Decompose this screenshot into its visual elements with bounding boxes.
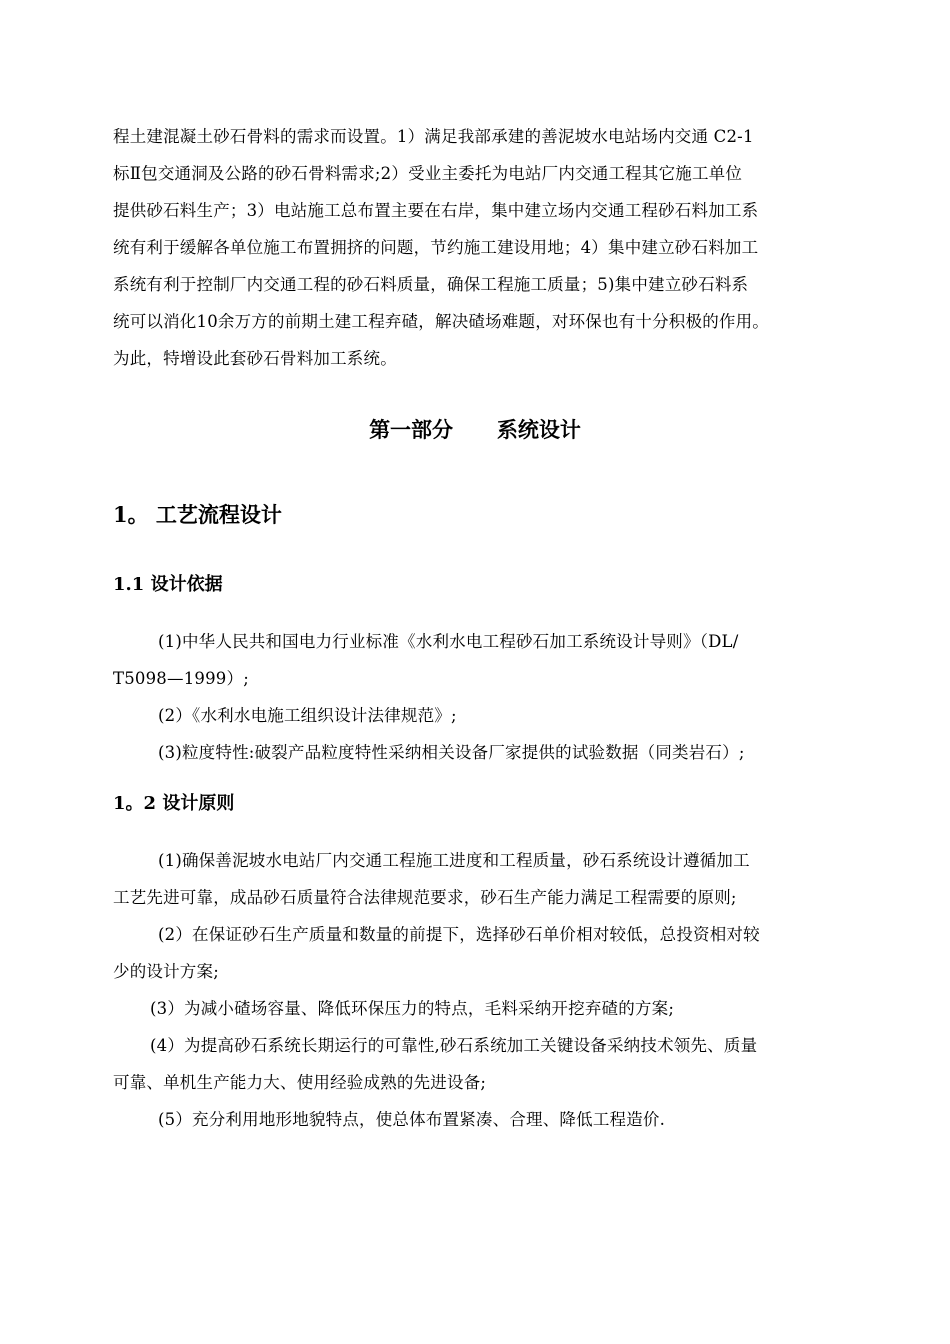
section-1-1-line-1: (1)中华人民共和国电力行业标准《水利水电工程砂石加工系统设计导则》（DL/ — [158, 632, 739, 651]
intro-line-1: 程土建混凝土砂石骨料的需求而设置。1）满足我部承建的善泥坡水电站场内交通 C2-1 — [113, 127, 754, 146]
intro-line-6: 统可以消化10余万方的前期土建工程弃碴，解决碴场难题，对环保也有十分积极的作用。 — [113, 312, 769, 331]
section-1-2-title: 1。2 设计原则 — [113, 793, 235, 814]
intro-line-5: 系统有利于控制厂内交通工程的砂石料质量，确保工程施工质量；5)集中建立砂石料系 — [113, 275, 749, 294]
section-1-1-line-4: (3)粒度特性:破裂产品粒度特性采纳相关设备厂家提供的试验数据（同类岩石）; — [158, 743, 745, 762]
intro-line-3: 提供砂石料生产；3）电站施工总布置主要在右岸，集中建立场内交通工程砂石料加工系 — [113, 201, 759, 220]
intro-line-4: 统有利于缓解各单位施工布置拥挤的问题，节约施工建设用地；4）集中建立砂石料加工 — [113, 238, 759, 257]
section-1-2-line-6: (4）为提高砂石系统长期运行的可靠性,砂石系统加工关键设备采纳技术领先、质量 — [150, 1036, 758, 1055]
intro-line-2: 标Ⅱ包交通洞及公路的砂石骨料需求;2）受业主委托为电站厂内交通工程其它施工单位 — [113, 164, 743, 183]
section-1-2-line-8: (5）充分利用地形地貌特点，使总体布置紧凑、合理、降低工程造价. — [158, 1110, 666, 1129]
section-1-2-line-7: 可靠、单机生产能力大、使用经验成熟的先进设备; — [113, 1073, 487, 1092]
section-1-title: 1。 工艺流程设计 — [113, 502, 282, 527]
intro-line-7: 为此，特增设此套砂石骨料加工系统。 — [113, 349, 397, 368]
section-1-1-title: 1.1 设计依据 — [113, 574, 223, 595]
section-1-2-line-5: (3）为减小碴场容量、降低环保压力的特点，毛料采纳开挖弃碴的方案; — [150, 999, 675, 1018]
section-1-2-line-4: 少的设计方案; — [113, 962, 219, 981]
section-1-2-line-2: 工艺先进可靠，成品砂石质量符合法律规范要求，砂石生产能力满足工程需要的原则; — [113, 888, 737, 907]
section-1-2-line-3: (2）在保证砂石生产质量和数量的前提下，选择砂石单价相对较低，总投资相对较 — [158, 925, 760, 944]
part-title: 第一部分 系统设计 — [369, 417, 581, 442]
section-1-1-line-3: (2）《水利水电施工组织设计法律规范》; — [158, 706, 457, 725]
section-1-1-line-2: T5098—1999）; — [113, 669, 249, 688]
section-1-2-line-1: (1)确保善泥坡水电站厂内交通工程施工进度和工程质量，砂石系统设计遵循加工 — [158, 851, 750, 870]
